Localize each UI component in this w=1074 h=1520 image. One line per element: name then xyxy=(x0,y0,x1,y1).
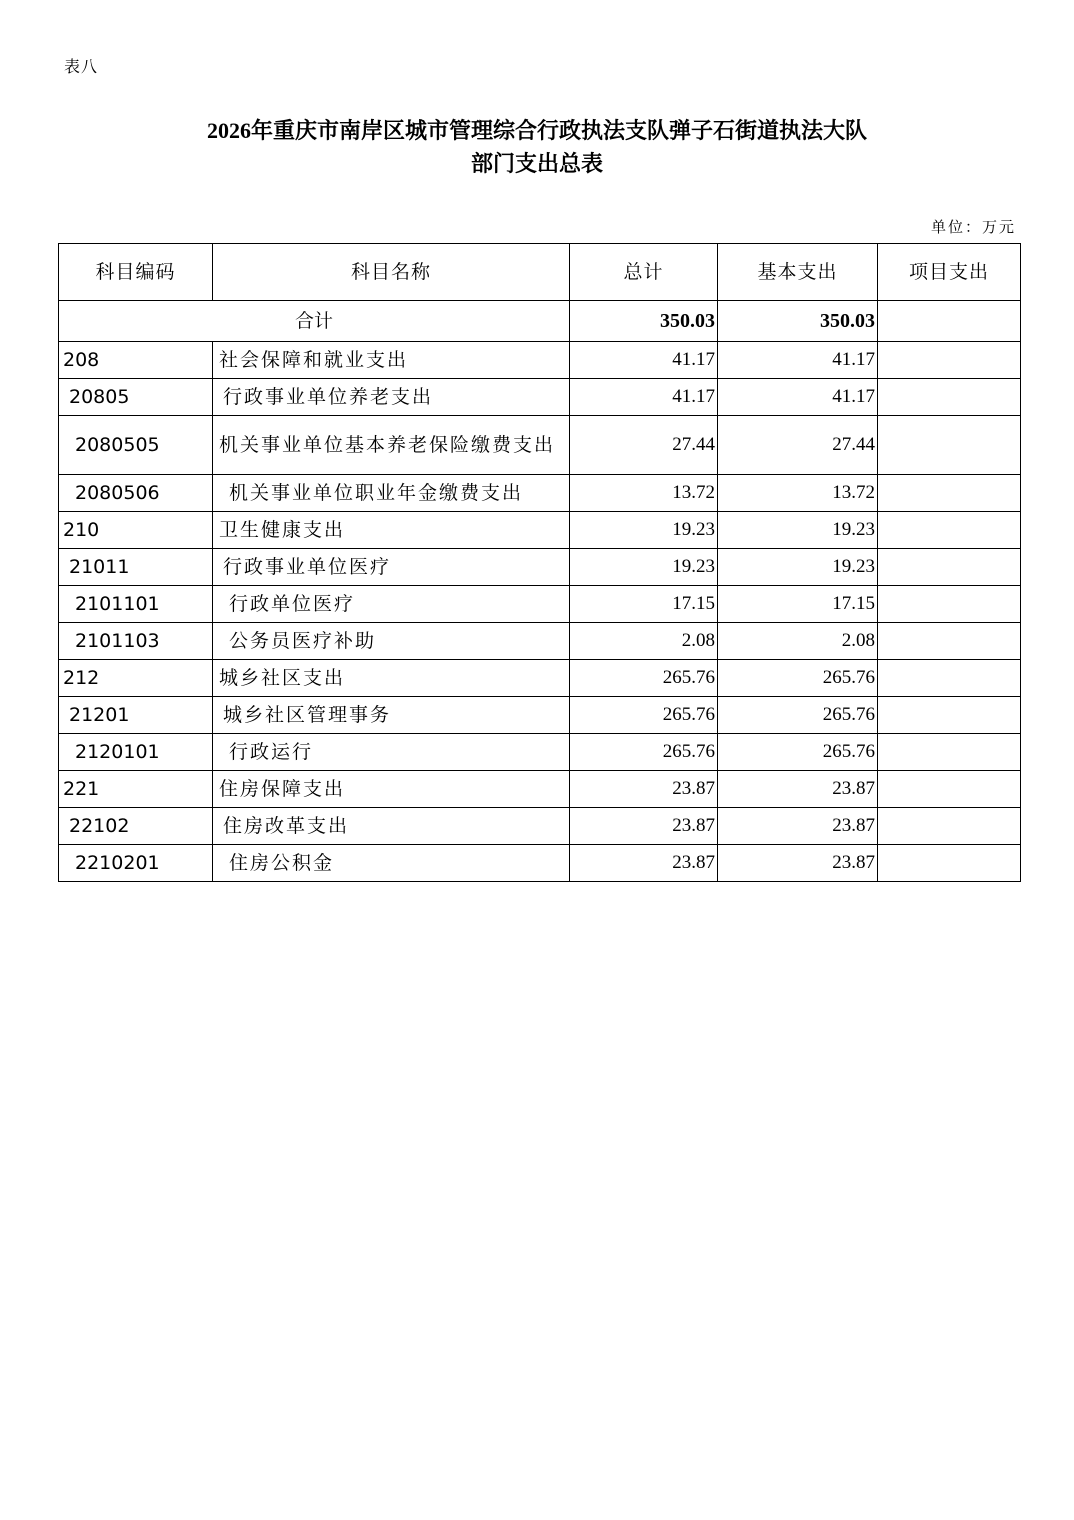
row-total: 2.08 xyxy=(570,623,718,660)
row-total: 23.87 xyxy=(570,845,718,882)
row-basic: 23.87 xyxy=(718,808,878,845)
table-row xyxy=(59,512,1021,549)
row-project xyxy=(878,475,1021,512)
row-basic: 27.44 xyxy=(718,416,878,475)
header-total: 总计 xyxy=(570,244,718,301)
row-project xyxy=(878,697,1021,734)
table-label: 表八 xyxy=(64,57,99,76)
table-row xyxy=(59,808,1021,845)
row-name: 行政单位医疗 xyxy=(213,586,570,623)
row-basic: 19.23 xyxy=(718,512,878,549)
row-name: 住房保障支出 xyxy=(213,771,570,808)
row-project xyxy=(878,771,1021,808)
header-code: 科目编码 xyxy=(59,244,213,301)
row-code: 2080505 xyxy=(59,416,213,475)
row-name: 机关事业单位职业年金缴费支出 xyxy=(213,475,570,512)
total-project xyxy=(878,301,1021,342)
row-total: 17.15 xyxy=(570,586,718,623)
row-basic: 13.72 xyxy=(718,475,878,512)
table-row xyxy=(59,379,1021,416)
table-row xyxy=(59,734,1021,771)
row-code: 21011 xyxy=(59,549,213,586)
total-sum: 350.03 xyxy=(570,301,718,342)
row-code: 2101101 xyxy=(59,586,213,623)
row-total: 265.76 xyxy=(570,734,718,771)
row-code: 21201 xyxy=(59,697,213,734)
page-title: 2026年重庆市南岸区城市管理综合行政执法支队弹子石街道执法大队 xyxy=(206,118,867,143)
row-total: 19.23 xyxy=(570,512,718,549)
row-project xyxy=(878,623,1021,660)
total-basic: 350.03 xyxy=(718,301,878,342)
expenditure-table xyxy=(58,243,1021,882)
row-project xyxy=(878,549,1021,586)
table-row xyxy=(59,623,1021,660)
row-name: 行政事业单位医疗 xyxy=(213,549,570,586)
row-basic: 265.76 xyxy=(718,697,878,734)
row-name: 公务员医疗补助 xyxy=(213,623,570,660)
row-basic: 23.87 xyxy=(718,771,878,808)
row-total: 13.72 xyxy=(570,475,718,512)
table-row xyxy=(59,771,1021,808)
total-row xyxy=(59,301,1021,342)
row-project xyxy=(878,379,1021,416)
header-basic: 基本支出 xyxy=(718,244,878,301)
table-row xyxy=(59,586,1021,623)
table-row xyxy=(59,660,1021,697)
table-row xyxy=(59,549,1021,586)
header-project: 项目支出 xyxy=(878,244,1021,301)
row-project xyxy=(878,512,1021,549)
row-total: 41.17 xyxy=(570,379,718,416)
row-basic: 41.17 xyxy=(718,342,878,379)
row-total: 265.76 xyxy=(570,660,718,697)
row-code: 20805 xyxy=(59,379,213,416)
row-code: 2210201 xyxy=(59,845,213,882)
row-name: 社会保障和就业支出 xyxy=(213,342,570,379)
row-basic: 2.08 xyxy=(718,623,878,660)
row-code: 210 xyxy=(59,512,213,549)
unit-label: 单位：万元 xyxy=(930,218,1016,236)
row-basic: 17.15 xyxy=(718,586,878,623)
row-basic: 23.87 xyxy=(718,845,878,882)
table-header-row xyxy=(59,244,1021,301)
row-code: 2080506 xyxy=(59,475,213,512)
row-total: 23.87 xyxy=(570,808,718,845)
row-code: 212 xyxy=(59,660,213,697)
row-name: 行政运行 xyxy=(213,734,570,771)
row-total: 27.44 xyxy=(570,416,718,475)
row-project xyxy=(878,734,1021,771)
row-name: 城乡社区管理事务 xyxy=(213,697,570,734)
row-name: 卫生健康支出 xyxy=(213,512,570,549)
row-total: 41.17 xyxy=(570,342,718,379)
row-code: 22102 xyxy=(59,808,213,845)
row-basic: 19.23 xyxy=(718,549,878,586)
row-project xyxy=(878,586,1021,623)
table-row xyxy=(59,845,1021,882)
table-row xyxy=(59,342,1021,379)
table-row xyxy=(59,697,1021,734)
row-code: 2101103 xyxy=(59,623,213,660)
row-name: 机关事业单位基本养老保险缴费支出 xyxy=(213,416,570,475)
row-project xyxy=(878,660,1021,697)
row-project xyxy=(878,845,1021,882)
row-name: 城乡社区支出 xyxy=(213,660,570,697)
table-row xyxy=(59,475,1021,512)
row-total: 19.23 xyxy=(570,549,718,586)
row-project xyxy=(878,808,1021,845)
row-name: 行政事业单位养老支出 xyxy=(213,379,570,416)
row-name: 住房公积金 xyxy=(213,845,570,882)
row-total: 23.87 xyxy=(570,771,718,808)
page-subtitle: 部门支出总表 xyxy=(470,151,603,176)
row-basic: 41.17 xyxy=(718,379,878,416)
row-total: 265.76 xyxy=(570,697,718,734)
row-code: 208 xyxy=(59,342,213,379)
row-project xyxy=(878,342,1021,379)
total-label: 合计 xyxy=(59,301,570,342)
header-name: 科目名称 xyxy=(213,244,570,301)
row-code: 221 xyxy=(59,771,213,808)
row-project xyxy=(878,416,1021,475)
row-basic: 265.76 xyxy=(718,734,878,771)
row-basic: 265.76 xyxy=(718,660,878,697)
row-code: 2120101 xyxy=(59,734,213,771)
row-name: 住房改革支出 xyxy=(213,808,570,845)
table-row xyxy=(59,416,1021,475)
